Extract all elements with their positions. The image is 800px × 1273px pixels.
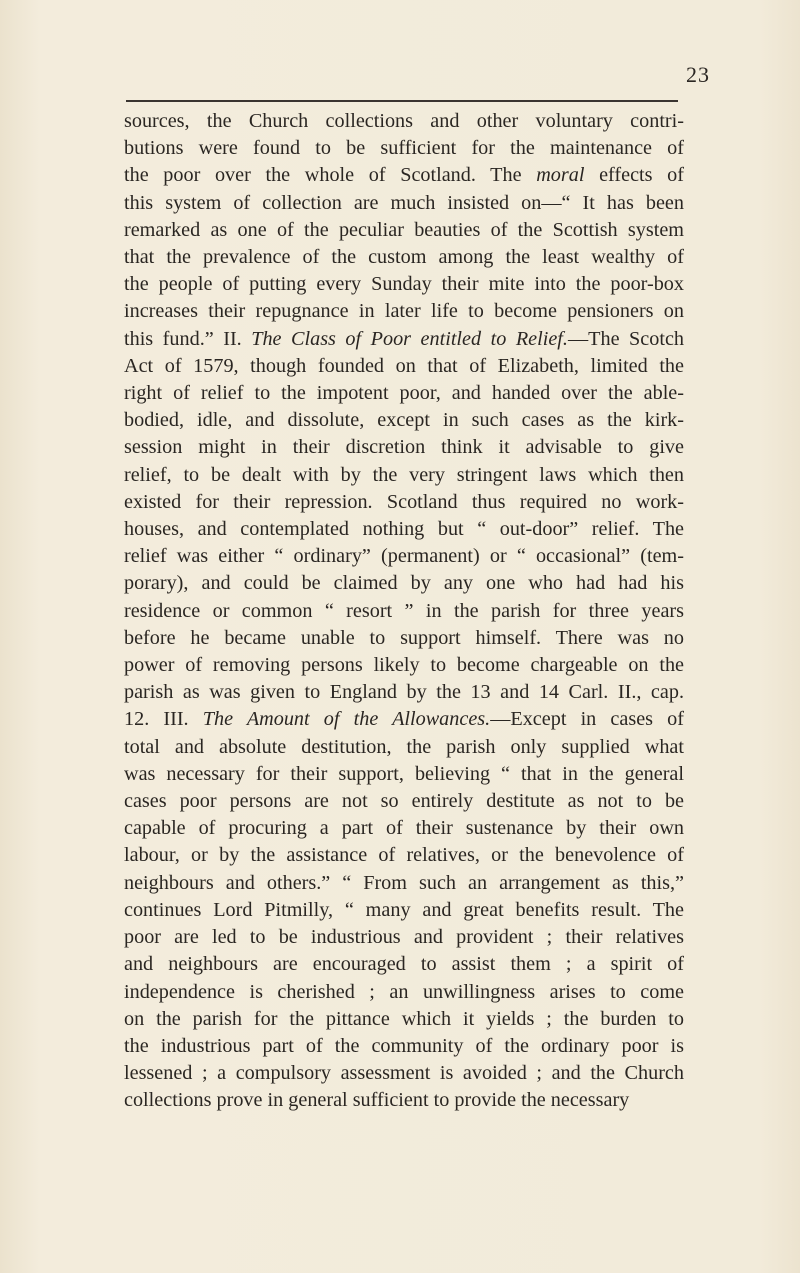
text-line bbox=[124, 679, 684, 706]
text-line bbox=[124, 570, 684, 597]
text-line bbox=[124, 924, 684, 951]
text-line bbox=[124, 1033, 684, 1060]
text-run: that the prevalence of the custom among the least wealthy of bbox=[124, 246, 684, 269]
text-run: —Except in cases of bbox=[490, 708, 684, 731]
text-line bbox=[124, 543, 684, 570]
text-line bbox=[124, 407, 684, 434]
text-line bbox=[124, 1087, 684, 1114]
text-line bbox=[124, 706, 684, 733]
italic-phrase: The Class of Poor entitled to Relief. bbox=[251, 327, 568, 350]
text-line bbox=[124, 190, 684, 217]
text-line bbox=[124, 326, 684, 353]
text-line bbox=[124, 761, 684, 788]
text-run: residence or common “ resort ” in the parish for three years bbox=[124, 599, 684, 622]
text-run: independence is cherished ; an unwillingness arises to come bbox=[124, 980, 684, 1003]
text-run: existed for their repression. Scotland thus required no work- bbox=[124, 490, 684, 513]
text-line bbox=[124, 434, 684, 461]
text-line bbox=[124, 135, 684, 162]
text-run: on the parish for the pittance which it yields ; the burden to bbox=[124, 1007, 684, 1030]
text-run: power of removing persons likely to become chargeable on the bbox=[124, 654, 684, 677]
body-text bbox=[124, 108, 684, 1115]
italic-phrase: moral bbox=[536, 164, 585, 187]
text-run: continues Lord Pitmilly, “ many and great benefits result. The bbox=[124, 898, 684, 921]
text-run: bodied, idle, and dissolute, except in such cases as the kirk- bbox=[124, 409, 684, 432]
text-run: relief was either “ ordinary” (permanent) or “ occasional” (tem- bbox=[124, 545, 684, 568]
text-run: capable of procuring a part of their sustenance by their own bbox=[124, 817, 684, 840]
text-run: was necessary for their support, believing “ that in the general bbox=[124, 762, 684, 785]
text-run: 12. III. bbox=[124, 708, 203, 731]
text-run: effects of bbox=[584, 164, 684, 187]
text-line bbox=[124, 979, 684, 1006]
text-run: neighbours and others.” “ From such an arrangement as this,” bbox=[124, 871, 684, 894]
text-run: session might in their discretion think it advisable to give bbox=[124, 436, 684, 459]
text-run: Act of 1579, though founded on that of Elizabeth, limited the bbox=[124, 354, 684, 377]
text-run: and neighbours are encouraged to assist them ; a spirit of bbox=[124, 953, 684, 976]
text-run: this fund.” II. bbox=[124, 327, 252, 350]
text-run: the poor over the whole of Scotland. The bbox=[124, 164, 537, 187]
text-run: total and absolute destitution, the parish only supplied what bbox=[124, 735, 684, 758]
text-line bbox=[124, 162, 684, 189]
text-run: before he became unable to support himself. There was no bbox=[124, 626, 684, 649]
text-run: the industrious part of the community of the ordinary poor is bbox=[124, 1034, 684, 1057]
text-run: porary), and could be claimed by any one who had had his bbox=[124, 572, 684, 595]
text-line bbox=[124, 652, 684, 679]
text-line bbox=[124, 870, 684, 897]
text-run: cases poor persons are not so entirely destitute as not to be bbox=[124, 790, 684, 813]
text-line bbox=[124, 897, 684, 924]
text-line bbox=[124, 788, 684, 815]
text-line bbox=[124, 353, 684, 380]
text-run: collections prove in general sufficient to provide the necessary bbox=[124, 1089, 630, 1112]
text-line bbox=[124, 298, 684, 325]
text-run: remarked as one of the peculiar beauties of the Scottish system bbox=[124, 218, 684, 241]
text-line bbox=[124, 625, 684, 652]
text-run: increases their repugnance in later life to become pensioners on bbox=[124, 300, 684, 323]
text-run: houses, and contemplated nothing but “ out-door” relief. The bbox=[124, 518, 684, 541]
italic-phrase: The Amount of the Allowances. bbox=[202, 708, 491, 731]
text-line bbox=[124, 516, 684, 543]
text-run: the people of putting every Sunday their mite into the poor-box bbox=[124, 273, 684, 296]
header-rule bbox=[126, 100, 678, 102]
text-line bbox=[124, 842, 684, 869]
text-line bbox=[124, 951, 684, 978]
text-line bbox=[124, 1060, 684, 1087]
text-line bbox=[124, 815, 684, 842]
text-run: labour, or by the assistance of relatives, or the benevolence of bbox=[124, 844, 684, 867]
text-run: parish as was given to England by the 13 and 14 Carl. II., cap. bbox=[124, 681, 684, 704]
text-run: relief, to be dealt with by the very stringent laws which then bbox=[124, 463, 684, 486]
text-line bbox=[124, 244, 684, 271]
text-line bbox=[124, 271, 684, 298]
text-run: butions were found to be sufficient for the maintenance of bbox=[124, 137, 684, 160]
text-run: poor are led to be industrious and provident ; their relatives bbox=[124, 926, 684, 949]
text-line bbox=[124, 734, 684, 761]
text-line bbox=[124, 462, 684, 489]
text-run: this system of collection are much insisted on—“ It has been bbox=[124, 191, 684, 214]
text-run: right of relief to the impotent poor, and handed over the able- bbox=[124, 382, 684, 405]
text-line bbox=[124, 598, 684, 625]
text-line bbox=[124, 380, 684, 407]
page-number: 23 bbox=[686, 62, 710, 87]
text-line bbox=[124, 217, 684, 244]
text-line bbox=[124, 489, 684, 516]
text-line bbox=[124, 108, 684, 135]
text-run: lessened ; a compulsory assessment is avoided ; and the Church bbox=[124, 1062, 684, 1085]
text-line bbox=[124, 1006, 684, 1033]
text-run: sources, the Church collections and other voluntary contri- bbox=[124, 110, 684, 132]
text-run: —The Scotch bbox=[567, 327, 685, 350]
